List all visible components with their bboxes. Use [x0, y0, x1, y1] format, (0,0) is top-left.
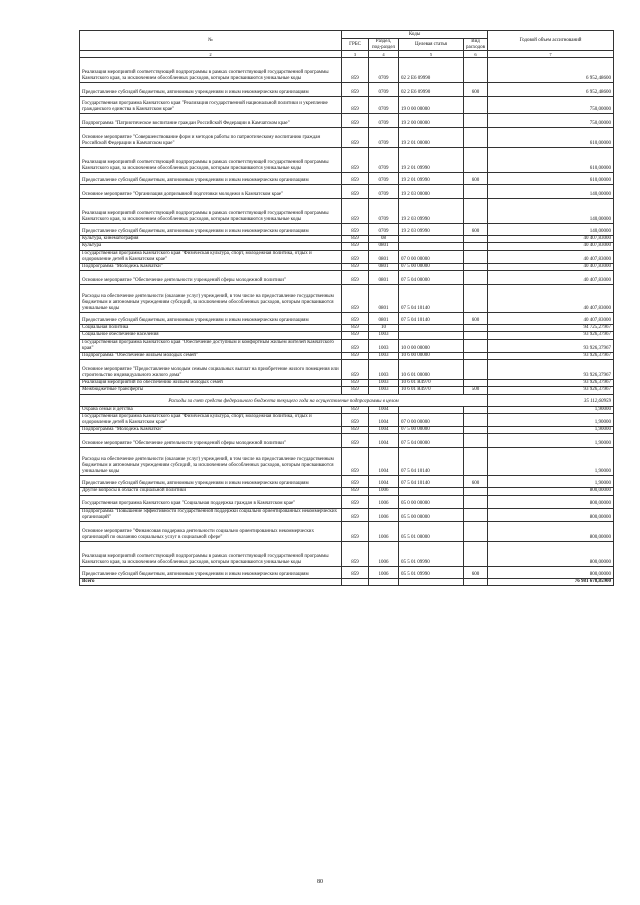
row-grbs: 859 — [342, 148, 369, 173]
row-name: Предоставление субсидий бюджетным, автономным учреждениям и иным некоммерческим организациям — [80, 567, 342, 579]
row-grbs: 859 — [342, 522, 369, 542]
row-name: Реализация мероприятий соответствующей подпрограммы в рамках соответствующей государственной программы Камчатского края, за исключением обособленных расходов, которым присваиваются уникальные коды — [80, 542, 342, 567]
row-expense-type — [464, 185, 488, 199]
table-note-row — [80, 394, 614, 406]
row-name: Предоставление субсидий бюджетным, автономным учреждениям и иным некоммерческим организациям — [80, 224, 342, 236]
row-expense-type — [464, 360, 488, 380]
row-grbs: 859 — [342, 128, 369, 148]
table-row — [80, 114, 614, 128]
row-expense-type: 600 — [464, 83, 488, 97]
table-row — [80, 332, 614, 339]
row-target-article — [399, 332, 464, 339]
row-target-article: 19 0 00 00000 — [399, 97, 464, 114]
row-name: Реализация мероприятий по обеспечению жильем молодых семей — [80, 380, 342, 387]
document-page — [79, 30, 613, 586]
table-row — [80, 508, 614, 521]
row-razdel: 1003 — [369, 332, 399, 339]
row-target-article: 07 0 00 00000 — [399, 250, 464, 263]
row-name: Реализация мероприятий соответствующей подпрограммы в рамках соответствующей государственной программы Камчатского края, за исключением обособленных расходов, которым присваиваются уникальные коды — [80, 58, 342, 83]
row-razdel: 1006 — [369, 495, 399, 508]
row-target-article: 07 5 04 10140 — [399, 313, 464, 325]
row-target-article — [399, 243, 464, 250]
row-razdel: 0709 — [369, 199, 399, 224]
row-grbs: 859 — [342, 285, 369, 313]
row-razdel: 1004 — [369, 413, 399, 426]
row-razdel: 1003 — [369, 353, 399, 360]
row-name: Охрана семьи и детства — [80, 406, 342, 413]
row-target-article: 19 2 00 00000 — [399, 114, 464, 128]
row-sum: 40 407,83000 — [488, 264, 614, 271]
row-expense-type — [464, 508, 488, 521]
row-sum: 1,90000 — [488, 413, 614, 426]
header-target-article: Целевая статья — [399, 39, 464, 51]
table-row — [80, 250, 614, 263]
row-target-article: 05 5 01 09990 — [399, 567, 464, 579]
table-row — [80, 236, 614, 243]
row-expense-type — [464, 406, 488, 413]
row-target-article: 07 5 04 00000 — [399, 434, 464, 448]
row-target-article — [399, 488, 464, 495]
table-row — [80, 285, 614, 313]
row-sum: 1,90000 — [488, 427, 614, 434]
row-sum: 140,00000 — [488, 185, 614, 199]
row-razdel: 08 — [369, 236, 399, 243]
row-razdel: 0801 — [369, 285, 399, 313]
row-razdel: 1003 — [369, 380, 399, 387]
row-grbs: 859 — [342, 567, 369, 579]
row-expense-type — [464, 448, 488, 476]
row-expense-type — [464, 114, 488, 128]
row-razdel: 0709 — [369, 148, 399, 173]
row-name: Подпрограмма "Молодежь Камчатки" — [80, 264, 342, 271]
row-name: Подпрограмма "Обеспечение жильем молодых семей" — [80, 353, 342, 360]
row-sum: 93 926,37967 — [488, 360, 614, 380]
header-codes: Коды — [342, 31, 488, 39]
table-row — [80, 522, 614, 542]
row-grbs: 859 — [342, 313, 369, 325]
row-grbs: 859 — [342, 224, 369, 236]
table-row — [80, 339, 614, 352]
row-grbs: 859 — [342, 353, 369, 360]
row-expense-type — [464, 495, 488, 508]
row-target-article: 05 0 00 00000 — [399, 495, 464, 508]
total-sum: 76 981 678,85900 — [488, 579, 614, 586]
row-target-article: 10 6 01 R4970 — [399, 380, 464, 387]
row-sum: 6 952,48600 — [488, 58, 614, 83]
row-expense-type — [464, 271, 488, 285]
table-row — [80, 488, 614, 495]
row-razdel: 1003 — [369, 387, 399, 394]
row-sum: 93 926,37967 — [488, 387, 614, 394]
table-row — [80, 413, 614, 426]
row-sum: 800,00000 — [488, 495, 614, 508]
row-grbs: 859 — [342, 427, 369, 434]
row-name: Расходы на обеспечение деятельности (оказание услуг) учреждений, в том числе на предоставление государственным бюджетным и автономным учреждениям субсидий, за исключением обособленных расходов, которым присваиваются уникальные коды — [80, 285, 342, 313]
row-grbs: 859 — [342, 413, 369, 426]
total-label: Всего — [80, 579, 342, 586]
table-row — [80, 387, 614, 394]
row-razdel: 0709 — [369, 224, 399, 236]
table-row — [80, 185, 614, 199]
table-row — [80, 448, 614, 476]
row-expense-type: 600 — [464, 567, 488, 579]
row-razdel: 1006 — [369, 508, 399, 521]
table-row — [80, 427, 614, 434]
row-sum: 40 407,83000 — [488, 285, 614, 313]
row-name: Основное мероприятие "Обеспечение деятельности учреждений сферы молодежной политики" — [80, 271, 342, 285]
row-razdel: 0709 — [369, 173, 399, 185]
table-row — [80, 325, 614, 332]
row-target-article: 07 5 04 10140 — [399, 448, 464, 476]
row-expense-type — [464, 58, 488, 83]
row-expense-type — [464, 128, 488, 148]
row-expense-type — [464, 380, 488, 387]
row-name: Культура, кинематография — [80, 236, 342, 243]
row-grbs: 859 — [342, 495, 369, 508]
row-grbs: 859 — [342, 434, 369, 448]
row-sum: 800,00000 — [488, 567, 614, 579]
table-row — [80, 199, 614, 224]
table-row — [80, 353, 614, 360]
row-razdel: 0709 — [369, 185, 399, 199]
row-grbs: 859 — [342, 476, 369, 488]
row-target-article — [399, 236, 464, 243]
header-number: № — [80, 31, 342, 51]
row-name: Подпрограмма "Патриотическое воспитание граждан Российской Федерации в Камчатском крае" — [80, 114, 342, 128]
row-grbs: 859 — [342, 448, 369, 476]
row-name: Основное мероприятие "Совершенствование форм и методов работы по патриотическому воспитанию граждан Российской Федерации в Камчатском крае" — [80, 128, 342, 148]
row-name: Подпрограмма "Молодежь Камчатки" — [80, 427, 342, 434]
table-row — [80, 542, 614, 567]
header-index: 3 — [342, 51, 369, 58]
total-row — [80, 579, 614, 586]
row-expense-type — [464, 325, 488, 332]
row-sum: 93 926,37967 — [488, 353, 614, 360]
row-razdel: 1004 — [369, 427, 399, 434]
row-sum: 610,00000 — [488, 173, 614, 185]
row-grbs: 859 — [342, 185, 369, 199]
row-grbs: 859 — [342, 387, 369, 394]
row-name: Социальная политика — [80, 325, 342, 332]
row-expense-type — [464, 250, 488, 263]
table-row — [80, 128, 614, 148]
row-target-article: 05 5 01 09990 — [399, 542, 464, 567]
table-row — [80, 434, 614, 448]
row-target-article: 19 2 01 09990 — [399, 173, 464, 185]
row-name: Основное мероприятие "Организация допризывной подготовки молодежи в Камчатском крае" — [80, 185, 342, 199]
row-expense-type — [464, 97, 488, 114]
row-sum: 40 407,83000 — [488, 313, 614, 325]
row-grbs: 859 — [342, 508, 369, 521]
row-name: Расходы на обеспечение деятельности (оказание услуг) учреждений, в том числе на предоставление государственным бюджетным и автономным учреждениям субсидий, за исключением обособленных расходов, которым присваиваются уникальные коды — [80, 448, 342, 476]
row-target-article: 19 2 03 09990 — [399, 224, 464, 236]
note-sum: 35 112,60959 — [488, 394, 614, 406]
row-expense-type — [464, 236, 488, 243]
table-row — [80, 476, 614, 488]
row-razdel: 1006 — [369, 567, 399, 579]
header-annual-volume: Годовой объем ассигнований — [488, 31, 614, 51]
row-grbs: 859 — [342, 243, 369, 250]
table-row — [80, 313, 614, 325]
table-row — [80, 380, 614, 387]
row-razdel: 10 — [369, 325, 399, 332]
row-target-article: 10 6 00 00000 — [399, 353, 464, 360]
row-razdel: 1006 — [369, 522, 399, 542]
row-grbs: 859 — [342, 114, 369, 128]
page-number: 80 — [317, 879, 323, 885]
row-name: Реализация мероприятий соответствующей подпрограммы в рамках соответствующей государственной программы Камчатского края, за исключением обособленных расходов, которым присваиваются уникальные коды — [80, 148, 342, 173]
row-target-article: 05 5 01 00000 — [399, 522, 464, 542]
row-razdel: 1004 — [369, 448, 399, 476]
row-sum: 6 952,48600 — [488, 83, 614, 97]
row-expense-type: 600 — [464, 224, 488, 236]
row-target-article: 19 2 01 00000 — [399, 128, 464, 148]
table-row — [80, 567, 614, 579]
row-grbs: 859 — [342, 199, 369, 224]
row-sum: 93 926,37967 — [488, 380, 614, 387]
row-name: Основное мероприятие "Предоставление молодым семьям социальных выплат на приобретение жилого помещения или строительство индивидуального жилого дома" — [80, 360, 342, 380]
table-row — [80, 224, 614, 236]
row-razdel: 0801 — [369, 271, 399, 285]
row-razdel: 1004 — [369, 476, 399, 488]
row-sum: 93 926,37967 — [488, 332, 614, 339]
row-target-article: 05 5 00 00000 — [399, 508, 464, 521]
row-expense-type — [464, 243, 488, 250]
table-row — [80, 58, 614, 83]
header-expense-type: Вид расходов — [464, 39, 488, 51]
row-target-article: 10 0 00 00000 — [399, 339, 464, 352]
row-name: Подпрограмма "Повышение эффективности государственной поддержки социально ориентированных некоммерческих организаций" — [80, 508, 342, 521]
table-row — [80, 83, 614, 97]
row-target-article: 07 5 04 10140 — [399, 476, 464, 488]
row-name: Межбюджетные трансферты — [80, 387, 342, 394]
row-sum: 140,00000 — [488, 199, 614, 224]
row-razdel: 1003 — [369, 360, 399, 380]
row-grbs: 859 — [342, 236, 369, 243]
row-grbs: 859 — [342, 406, 369, 413]
note-text: Расходы за счет средств федерального бюджета текущего года на осуществление подпрограммы в целом — [80, 394, 488, 406]
row-sum: 750,00000 — [488, 97, 614, 114]
row-razdel: 0801 — [369, 264, 399, 271]
row-expense-type — [464, 199, 488, 224]
row-target-article: 02 2 Е6 09990 — [399, 83, 464, 97]
header-index: 5 — [399, 51, 464, 58]
row-expense-type — [464, 413, 488, 426]
row-name: Основное мероприятие "Финансовая поддержка деятельности социально ориентированных некоммерческих организаций по оказанию социальных услуг в социальной сфере" — [80, 522, 342, 542]
row-name: Культура — [80, 243, 342, 250]
row-grbs: 859 — [342, 250, 369, 263]
row-grbs: 859 — [342, 332, 369, 339]
row-sum: 610,00000 — [488, 128, 614, 148]
table-row — [80, 148, 614, 173]
table-row — [80, 360, 614, 380]
row-name: Основное мероприятие "Обеспечение деятельности учреждений сферы молодежной политики" — [80, 434, 342, 448]
row-sum: 1,90000 — [488, 434, 614, 448]
row-grbs: 859 — [342, 325, 369, 332]
row-grbs: 859 — [342, 488, 369, 495]
header-index: 4 — [369, 51, 399, 58]
header-razdel: Раздел, под-раздел — [369, 39, 399, 51]
row-name: Другие вопросы в области социальной политики — [80, 488, 342, 495]
header-grbs: ГРБС — [342, 39, 369, 51]
row-grbs: 859 — [342, 58, 369, 83]
row-razdel: 0709 — [369, 97, 399, 114]
header-index: 7 — [488, 51, 614, 58]
row-grbs: 859 — [342, 339, 369, 352]
row-expense-type — [464, 434, 488, 448]
row-target-article: 10 6 01 R4970 — [399, 387, 464, 394]
row-expense-type — [464, 332, 488, 339]
row-expense-type: 600 — [464, 313, 488, 325]
row-expense-type — [464, 542, 488, 567]
row-expense-type — [464, 264, 488, 271]
row-target-article — [399, 406, 464, 413]
row-grbs: 859 — [342, 542, 369, 567]
row-name: Предоставление субсидий бюджетным, автономным учреждениям и иным некоммерческим организациям — [80, 313, 342, 325]
row-razdel: 1006 — [369, 488, 399, 495]
row-sum: 40 407,83000 — [488, 271, 614, 285]
row-razdel: 0801 — [369, 313, 399, 325]
table-body — [80, 58, 614, 579]
row-razdel: 1003 — [369, 339, 399, 352]
table-row — [80, 97, 614, 114]
row-sum: 140,00000 — [488, 224, 614, 236]
row-target-article: 19 2 03 00000 — [399, 185, 464, 199]
row-target-article: 10 6 01 00000 — [399, 360, 464, 380]
row-target-article: 07 5 04 10140 — [399, 285, 464, 313]
row-name: Реализация мероприятий соответствующей подпрограммы в рамках соответствующей государственной программы Камчатского края, за исключением обособленных расходов, которым присваиваются уникальные коды — [80, 199, 342, 224]
row-grbs: 859 — [342, 380, 369, 387]
row-razdel: 1004 — [369, 434, 399, 448]
row-sum: 800,00000 — [488, 488, 614, 495]
row-sum: 94 725,27967 — [488, 325, 614, 332]
row-expense-type — [464, 285, 488, 313]
row-name: Государственная программа Камчатского края "Физическая культура, спорт, молодежная политика, отдых и оздоровление детей в Камчатском крае" — [80, 250, 342, 263]
table-row — [80, 243, 614, 250]
table-row — [80, 495, 614, 508]
row-grbs: 859 — [342, 264, 369, 271]
row-sum: 1,90000 — [488, 406, 614, 413]
row-expense-type — [464, 522, 488, 542]
row-sum: 1,90000 — [488, 476, 614, 488]
row-expense-type: 600 — [464, 173, 488, 185]
row-grbs: 859 — [342, 173, 369, 185]
row-target-article: 02 2 Е6 09990 — [399, 58, 464, 83]
table-row — [80, 173, 614, 185]
row-target-article — [399, 325, 464, 332]
row-expense-type — [464, 148, 488, 173]
table-row — [80, 264, 614, 271]
row-sum: 1,90000 — [488, 448, 614, 476]
row-target-article: 07 5 04 00000 — [399, 271, 464, 285]
row-expense-type — [464, 488, 488, 495]
row-name: Предоставление субсидий бюджетным, автономным учреждениям и иным некоммерческим организациям — [80, 476, 342, 488]
row-sum: 610,00000 — [488, 148, 614, 173]
budget-allocation-table — [79, 30, 614, 586]
row-razdel: 1004 — [369, 406, 399, 413]
row-target-article: 07 5 00 00000 — [399, 427, 464, 434]
row-sum: 800,00000 — [488, 542, 614, 567]
row-sum: 40 407,83000 — [488, 236, 614, 243]
row-name: Государственная программа Камчатского края "Социальная поддержка граждан в Камчатском крае" — [80, 495, 342, 508]
row-target-article: 19 2 03 09990 — [399, 199, 464, 224]
row-expense-type: 600 — [464, 476, 488, 488]
row-name: Государственная программа Камчатского края "Реализация государственной национальной политики и укрепление гражданского единства в Камчатском крае" — [80, 97, 342, 114]
row-razdel: 0801 — [369, 250, 399, 263]
table-row — [80, 406, 614, 413]
row-expense-type — [464, 353, 488, 360]
row-sum: 800,00000 — [488, 508, 614, 521]
row-sum: 40 407,83000 — [488, 250, 614, 263]
row-expense-type — [464, 339, 488, 352]
row-sum: 750,00000 — [488, 114, 614, 128]
row-grbs: 859 — [342, 83, 369, 97]
row-name: Государственная программа Камчатского края "Обеспечение доступным и комфортным жильем жителей Камчатского края" — [80, 339, 342, 352]
row-target-article: 07 5 00 00000 — [399, 264, 464, 271]
row-razdel: 0709 — [369, 128, 399, 148]
row-sum: 800,00000 — [488, 522, 614, 542]
row-grbs: 859 — [342, 97, 369, 114]
row-grbs: 859 — [342, 360, 369, 380]
header-index: 6 — [464, 51, 488, 58]
row-name: Социальное обеспечение населения — [80, 332, 342, 339]
row-razdel: 0709 — [369, 83, 399, 97]
header-index: 2 — [80, 51, 342, 58]
row-razdel: 0801 — [369, 243, 399, 250]
row-razdel: 0709 — [369, 58, 399, 83]
row-sum: 40 407,83000 — [488, 243, 614, 250]
row-sum: 93 926,37967 — [488, 339, 614, 352]
row-razdel: 0709 — [369, 114, 399, 128]
row-name: Предоставление субсидий бюджетным, автономным учреждениям и иным некоммерческим организациям — [80, 83, 342, 97]
row-expense-type — [464, 427, 488, 434]
row-name: Предоставление субсидий бюджетным, автономным учреждениям и иным некоммерческим организациям — [80, 173, 342, 185]
table-row — [80, 271, 614, 285]
row-target-article: 07 0 00 00000 — [399, 413, 464, 426]
row-expense-type: 500 — [464, 387, 488, 394]
row-target-article: 19 2 01 09990 — [399, 148, 464, 173]
row-grbs: 859 — [342, 271, 369, 285]
row-razdel: 1006 — [369, 542, 399, 567]
header-index-row — [80, 51, 614, 58]
row-name: Государственная программа Камчатского края "Физическая культура, спорт, молодежная политика, отдых и оздоровление детей в Камчатском крае" — [80, 413, 342, 426]
